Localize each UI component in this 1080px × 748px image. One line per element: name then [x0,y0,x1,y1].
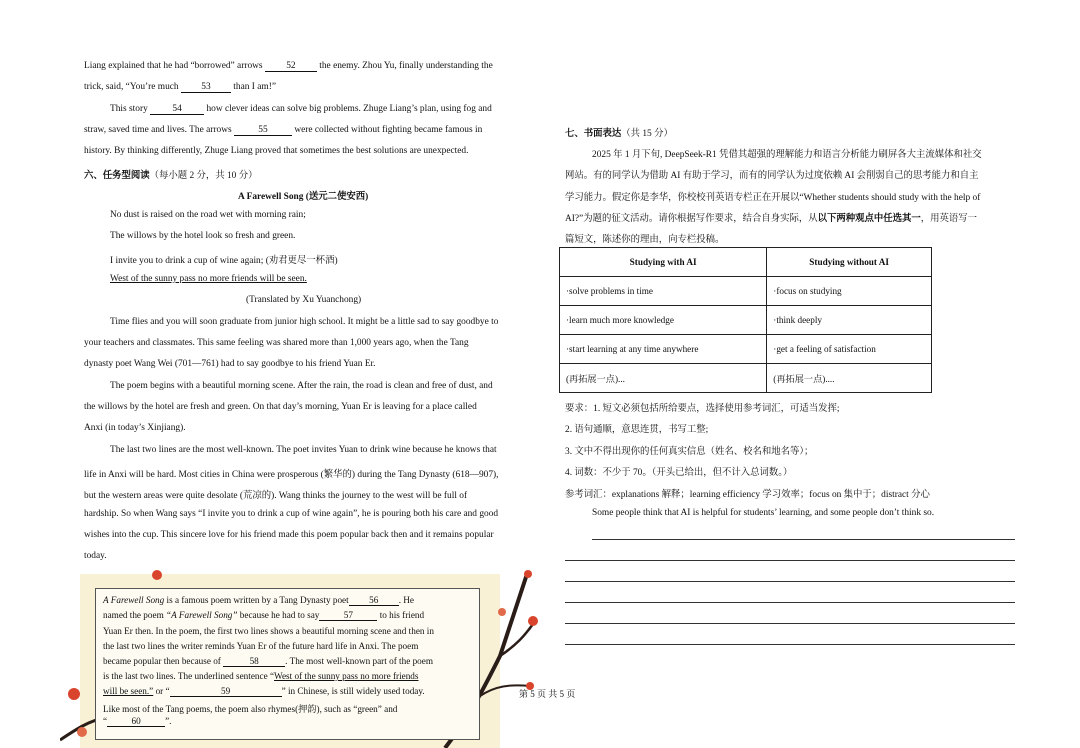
para-line: The last two lines are the most well-known. The poet invites Yuan to drink wine because he knows that [110,445,497,455]
writing-line[interactable] [592,539,1015,540]
summary-line: became popular then because of 58 . The most well-known part of the poem [103,656,433,666]
text-line: history. By thinking differently, Zhuge Liang proved that sometimes the best solutions are unexpected. [84,146,469,156]
requirement-line: 4. 词数：不少于 70。（开头已给出，但不计入总词数。） [565,468,793,478]
writing-line[interactable] [565,623,1015,624]
para-line: today. [84,551,107,561]
table-header: Studying with AI [560,248,767,277]
summary-line: A Farewell Song is a famous poem written by a Tang Dynasty poet 56 . He [103,595,414,605]
section-6-heading: 六、任务型阅读（每小题 2 分，共 10 分） [84,171,258,181]
blank-54: 54 [150,104,204,115]
summary-line: will be seen.” or “ 59 ” in Chinese, is still widely used today. [103,686,425,696]
requirement-line: 2. 语句通顺，意思连贯，书写工整; [565,425,709,435]
text-line: straw, saved time and lives. The arrows 55 were collected without fighting became famous in [84,125,483,135]
writing-line[interactable] [565,644,1015,645]
blank-56: 56 [349,595,399,606]
table-cell: ·start learning at any time anywhere [560,335,767,364]
writing-line[interactable] [565,581,1015,582]
table-cell: ·learn much more knowledge [560,306,767,335]
intro-line: 网站。有的同学认为借助 AI 有助于学习，而有的同学认为过度依赖 AI 会削弱自己的思考能力和自主 [565,171,979,181]
section-7-heading: 七、书面表达（共 15 分） [565,129,673,139]
requirement-line: 要求：1. 短文必须包括所给要点，选择使用参考词汇，可适当发挥; [565,404,840,414]
table-row [560,277,932,306]
para-line: but the western areas were quite desolate (荒凉的). Wang thinks the journey to the west will be full of [84,491,468,501]
table-header: Studying without AI [767,248,932,277]
para-line: Time flies and you will soon graduate from junior high school. It might be a little sad to say goodbye to [110,317,499,327]
poem-line: I invite you to drink a cup of wine again; (劝君更尽一杯酒) [110,256,338,266]
table-cell: ·think deeply [767,306,932,335]
table-cell: ·get a feeling of satisfaction [767,335,932,364]
page-number: 第 5 页 共 5 页 [519,689,576,699]
para-line: life in Anxi will be hard. Most cities in China were prosperous (繁华的) during the Tang Dynasty (618—907), [84,470,499,480]
summary-line: the last two lines the writer reminds Yuan Er of the future hard life in Anxi. The poem [103,641,419,651]
intro-line: AI?”为题的征文活动。请你根据写作要求，结合自身实际，从以下两种观点中任选其一，用英语写一 [565,214,977,224]
viewpoint-table [559,247,932,393]
table-row [560,364,932,393]
summary-line: Yuan Er then. In the poem, the first two lines shows a beautiful morning scene and then in [103,626,434,636]
essay-opening: Some people think that AI is helpful for students’ learning, and some people don’t think so. [592,508,935,518]
vocabulary-line: 参考词汇：explanations 解释；learning efficiency 学习效率；focus on 集中于；distract 分心 [565,490,930,500]
blank-52: 52 [265,61,317,72]
table-cell: ·solve problems in time [560,277,767,306]
table-header-row [560,248,932,277]
summary-line: is the last two lines. The underlined sentence “West of the sunny pass no more friends [103,671,419,681]
blank-55: 55 [234,125,292,136]
poem-title: A Farewell Song (送元二使安西) [238,192,369,202]
requirement-line: 3. 文中不得出现你的任何真实信息（姓名、校名和地名等）； [565,447,814,457]
para-line: dynasty poet Wang Wei (701—761) had to say goodbye to his friend Yuan Er. [84,359,376,369]
table-cell: (再拓展一点)... [560,364,767,393]
intro-line: 2025 年 1 月下旬, DeepSeek-R1 凭借其超强的理解能力和语言分析能力刷屏各大主流媒体和社交 [592,150,982,160]
summary-line: Like most of the Tang poems, the poem also rhymes(押韵), such as “green” and [103,704,398,714]
para-line: wishes into the cup. This sincere love for his friend made this poem popular back then and it remains popular [84,530,494,540]
para-line: Anxi (in today’s Xinjiang). [84,423,186,433]
intro-line: 学习能力。假定你是李华，你校校刊英语专栏正在开展以“Whether students should study with the help of [565,193,981,203]
text-line: This story 54 how clever ideas can solve big problems. Zhuge Liang’s plan, using fog and [110,104,492,114]
para-line: your teachers and classmates. This same feeling was shared more than 1,000 years ago, when the Tang [84,338,469,348]
table-cell: (再拓展一点).... [767,364,932,393]
table-cell: ·focus on studying [767,277,932,306]
table-row [560,306,932,335]
blank-59: 59 [170,686,282,697]
text-line: trick, said, “You’re much 53 than I am!” [84,82,276,92]
plum-blossom-icon [150,568,164,582]
translator-credit: (Translated by Xu Yuanchong) [246,295,362,305]
writing-line[interactable] [565,602,1015,603]
summary-line: “ 60 ”. [103,716,172,726]
para-line: The poem begins with a beautiful morning scene. After the rain, the road is clean and free of dust, and [110,381,493,391]
blank-58: 58 [223,656,285,667]
blank-60: 60 [107,716,165,727]
para-line: the willows by the hotel are fresh and green. On that day’s morning, Yuan Er is leaving for a place called [84,402,477,412]
blank-57: 57 [319,610,377,621]
para-line: hardship. So when Wang says “I invite you to drink a cup of wine again”, he is pouring both his care and good [84,509,499,519]
poem-line: No dust is raised on the road wet with morning rain; [110,210,306,220]
text-line: Liang explained that he had “borrowed” arrows 52 the enemy. Zhou Yu, finally understanding the [84,61,493,71]
poem-line-underlined: West of the sunny pass no more friends will be seen. [110,274,307,284]
table-row [560,335,932,364]
intro-line: 篇短文，陈述你的理由，向专栏投稿。 [565,235,725,245]
poem-line: The willows by the hotel look so fresh and green. [110,231,296,241]
summary-line: named the poem “A Farewell Song” because he had to say 57 to his friend [103,610,425,620]
blank-53: 53 [181,82,231,93]
writing-line[interactable] [565,560,1015,561]
